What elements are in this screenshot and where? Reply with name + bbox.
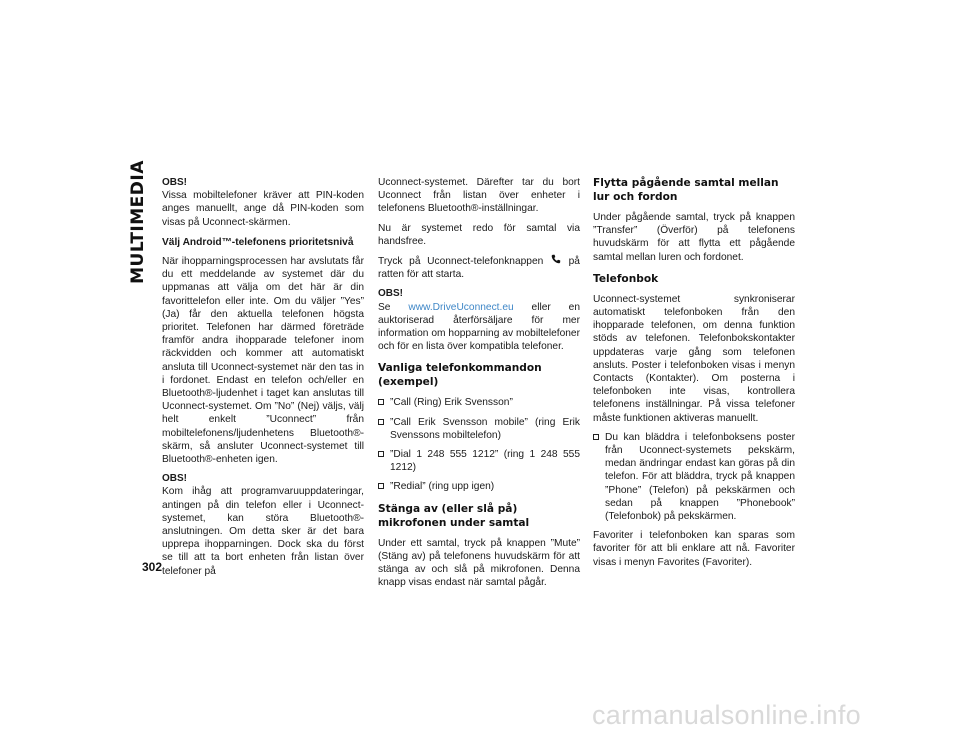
phonebook-heading: Telefonbok xyxy=(593,272,659,285)
phonebook-list xyxy=(593,431,795,523)
checkbox-bullet-icon xyxy=(378,451,384,457)
list-item: ”Call (Ring) Erik Svensson” xyxy=(378,396,580,409)
press-text-before: Tryck på Uconnect-telefonknappen xyxy=(378,256,544,268)
checkbox-bullet-icon xyxy=(593,434,599,440)
note-text: Vissa mobiltelefoner kräver att PIN-koden anges manuellt, ange då PIN-koden som visas på Uconnect-skärmen. xyxy=(162,190,364,228)
column-3 xyxy=(593,176,795,575)
column-1 xyxy=(162,176,364,585)
list-item: ”Redial” (ring upp igen) xyxy=(378,480,580,493)
ready-paragraph: Nu är systemet redo för samtal via handsfree. xyxy=(378,222,580,247)
section-tab xyxy=(120,160,156,284)
list-item: ”Dial 1 248 555 1212” (ring 1 248 555 1212) xyxy=(378,448,580,474)
driveuconnect-link[interactable]: www.DriveUconnect.eu xyxy=(408,301,514,313)
commands-list xyxy=(378,396,580,493)
phone-icon xyxy=(550,254,562,268)
note-heading: OBS! xyxy=(162,473,187,485)
note-text: Kom ihåg att programvaruuppdateringar, antingen på din telefon eller i Uconnect-systemet, kan störa Bluetooth®-anslutningen. Om detta sker är det bara upprepa ihopparningen. Dock ska du först se till att ta bort enheten från listan över telefoner på xyxy=(162,486,364,577)
section-tab-label: MULTIMEDIA xyxy=(128,160,148,284)
priority-heading: Välj Android™-telefonens prioritetsnivå xyxy=(162,236,354,248)
press-text-after: på ratten för att starta. xyxy=(378,256,580,281)
note-text-post: eller en auktoriserad återförsäljare för mer information om hopparning av mobiltelefoner och för en lista över kompatibla telefoner. xyxy=(378,301,580,353)
priority-paragraph: När ihopparningsprocessen har avslutats får du ett meddelande av systemet där du uppmanas att välja om det här är din favorittelefon eller inte. Om du väljer ”Yes” (Ja) får den aktuella telefonen högsta prioritet. Telefonen har därmed företräde framför andra ihopparade telefoner inom räckvidden och kommer att automatiskt ansluta till Uconnect-systemet när den tas in i fordonet. Endast en telefon och/eller en Bluetooth®-ljudenhet i taget kan anslutas till Uconnect-systemet. Om ”No” (Nej) väljs, välj helt enkelt ”Uconnect” från mobiltelefonens/ljudenhetens Bluetooth®-skärm, så ansluter Uconnect-systemet till Bluetooth®-enheten igen. xyxy=(162,256,364,466)
commands-heading: Vanliga telefonkommandon (exempel) xyxy=(378,362,542,389)
transfer-heading: Flytta pågående samtal mellan lur och fordon xyxy=(593,177,779,203)
note-heading: OBS! xyxy=(162,177,187,188)
transfer-paragraph: Under pågående samtal, tryck på knappen ”Transfer” (Överför) på telefonens huvudskärm för att flytta ett pågående samtal mellan luren och fordonet. xyxy=(593,212,795,263)
note-text-pre: Se xyxy=(378,301,391,313)
page-number: 302 xyxy=(142,560,163,574)
checkbox-bullet-icon xyxy=(378,483,384,489)
press-paragraph xyxy=(378,254,580,281)
note-heading: OBS! xyxy=(378,288,403,300)
checkbox-bullet-icon xyxy=(378,419,384,425)
list-item: Du kan bläddra i telefonboksens poster från Uconnect-systemets pekskärm, medan ändringar endast kan göras på din telefon. För att bläddra, tryck på knappen ”Phone” (Telefon) på pekskärmen och sedan på knappen ”Phonebook” (Telefonbok) på pekskärmen. xyxy=(593,431,795,523)
checkbox-bullet-icon xyxy=(378,399,384,405)
continued-paragraph: Uconnect-systemet. Därefter tar du bort Uconnect från listan över enheter i telefonens Bluetooth®-inställningar. xyxy=(378,177,580,215)
mute-heading: Stänga av (eller slå på) mikrofonen under samtal xyxy=(378,502,530,529)
column-2 xyxy=(378,176,580,595)
note-text xyxy=(378,301,580,354)
mute-paragraph: Under ett samtal, tryck på knappen ”Mute” (Stäng av) på telefonens huvudskärm för att stänga av och slå på mikrofonen. Denna knapp visas endast när samtal pågår. xyxy=(378,537,580,589)
favorites-paragraph: Favoriter i telefonboken kan sparas som favoriter för att bli enklare att nå. Favoriter visas i menyn Favorites (Favoriter). xyxy=(593,530,795,568)
list-item: ”Call Erik Svensson mobile” (ring Erik Svenssons mobiltelefon) xyxy=(378,416,580,442)
watermark: carmanualsonline.info xyxy=(592,700,861,730)
phonebook-paragraph: Uconnect-systemet synkroniserar automatiskt telefonboken från den ihopparade telefonen, om denna funktion stöds av telefonen. Telefonbokskontakter uppdateras varje gång som telefonen ansluts. Poster i telefonboken visas i menyn Contacts (Kontakter). Om posterna i telefonboken inte visas, kontrollera telefonens inställningar. På vissa telefoner måste funktionen aktiveras manuellt. xyxy=(593,293,795,424)
